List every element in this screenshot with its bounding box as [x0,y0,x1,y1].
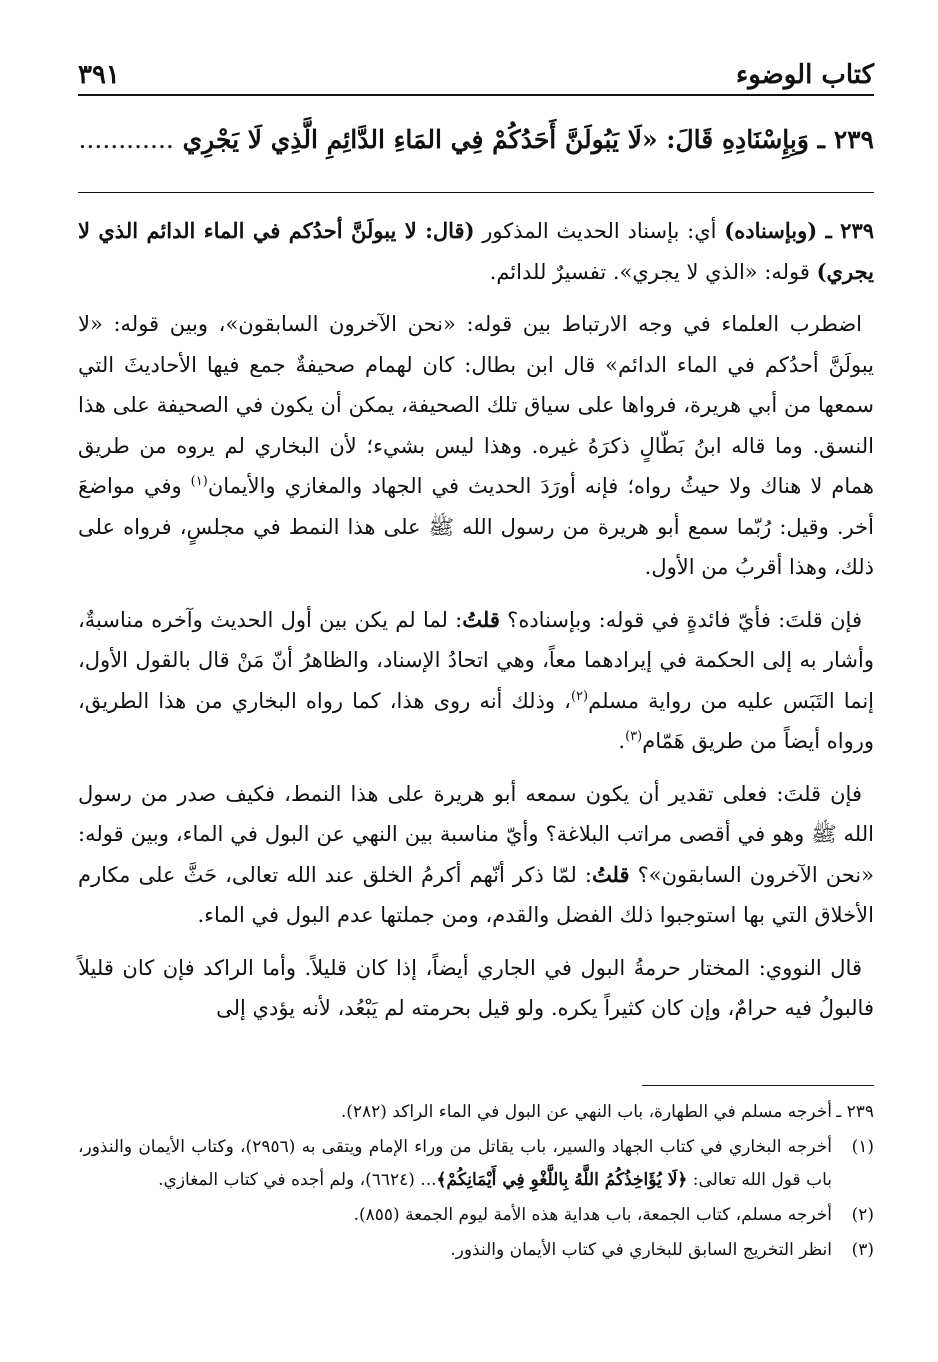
commentary-text: اضطرب العلماء في وجه الارتباط بين قوله: «نحن الآخرون السابقون»، وبين قوله: «لا يبولَنَّ أحدُكم في الماء الدائم» قال ابن بطال: كان لهمام صحيفةٌ جمع فيها الأحاديثَ التي سمعها من أبي هريرة، فرواها على سياق تلك الصحيفة، يمكن أن يكون في الصحيفة على هذا النسق. وما قاله ابنُ بَطّالٍ ذكرَهُ غيره. وهذا ليس بشيء؛ لأن البخاري لم يروه من طريق همام لا هناك ولا حيثُ رواه؛ فإنه أورَدَ الحديث في الجهاد والمغازي والأيمان [78,312,875,498]
footnote-text: أخرجه مسلم، كتاب الجمعة، باب هداية هذه الأمة ليوم الجمعة (٨٥٥). [353,1205,832,1225]
commentary-text: . [618,729,626,753]
footnote-mark: (٣) [851,1240,874,1260]
hadith-continuation-dots: ............ [78,125,174,154]
commentary-text: ، وذلك أنه روى هذا، كما رواه البخاري من هذا الطريق، ورواه أيضاً من طريق هَمّام [78,688,874,753]
commentary-lead: ٢٣٩ ـ (وبإسناده) [724,218,875,243]
commentary-text: وفي مواضعَ أخر. وقيل: رُبّما سمع أبو هريرة من رسول الله ﷺ على هذا النمط في مجلسٍ، فرواه على ذلك، وهذا أقربُ من الأول. [78,474,874,579]
commentary [78,211,874,1029]
commentary-paragraph-2 [78,304,874,588]
hadith-number: ٢٣٩ [833,125,874,154]
footnote-mark: (٢) [851,1205,874,1225]
footnote-text [78,1131,832,1197]
commentary-text: قال النووي: المختار حرمةُ البول في الجاري أيضاً، إذا كان قليلاً. وأما الراكد فإن كان قليلاً فالبولُ فيه حرامٌ، وإن كان كثيراً يكره. ولو قيل بحرمته لم يَبْعُد، لأنه يؤدي إلى [78,955,874,1020]
commentary-text: أي: بإسناد الحديث المذكور [474,219,725,243]
footnote-item [78,1199,874,1232]
commentary-paragraph-1 [78,211,874,292]
quran-verse: ﴿لَا يُؤَاخِذُكُمُ اللَّهُ بِاللَّغْوِ فِي أَيْمَانِكُمْ﴾ [436,1170,688,1190]
qultu-label: قلتُ [591,861,630,887]
qultu-label: قلتُ [462,606,500,632]
footnote-mark: (١) [851,1137,874,1157]
footnote-ref-3[interactable]: (٣) [625,729,643,744]
commentary-text: فإن قلتَ: فأيّ فائدةٍ في قوله: وبإسناده؟ [499,607,862,632]
commentary-paragraph-3 [78,600,874,762]
running-header [78,50,874,96]
commentary-bold-quote: (قال: لا يبولَنَّ أحدُكم في الماء الدائم الذي لا يجري) [78,218,874,284]
matn-divider [78,192,874,193]
commentary-text: : لما لم يكن بين أول الحديث وآخره مناسبةٌ، وأشار به إلى الحكمة في إيرادهما معاً، وهي اتحادُ الإسناد، والظاهرُ أنّ مَنْ قال بالقول الأول، إنما التَبَس عليه من رواية مسلم [78,607,875,713]
footnote-divider [642,1085,874,1086]
footnote-text: أخرجه مسلم في الطهارة، باب النهي عن البول في الماء الراكد (٢٨٢). [340,1102,832,1122]
commentary-paragraph-5 [78,948,874,1029]
footnote-item [78,1131,874,1197]
book-page [78,50,875,1260]
footnote-ref-2[interactable]: (٢) [570,688,589,704]
hadith-matn [78,122,874,158]
hadith-text: ـ وَبِإِسْنَادِهِ قَالَ: «لَا يَبُولَنَّ أَحَدُكُمْ فِي المَاءِ الدَّائِمِ الَّذِي لَا يَجْرِي [182,125,825,154]
page-number: ٣٩١ [78,60,120,90]
commentary-paragraph-4 [78,774,874,936]
commentary-text: : لمّا ذكر أنّهم أكرمُ الخلق عند الله تعالى، حَثَّ على مكارم الأخلاق التي بها استوجبوا ذلك الفضل والقدم، ومن جملتها عدم البول في الماء. [78,862,874,927]
book-title: كتاب الوضوء [736,60,874,90]
commentary-text: فإن قلتَ: فعلى تقدير أن يكون سمعه أبو هريرة على هذا النمط، فكيف صدر من رسول الله ﷺ وهو في أقصى مراتب البلاغة؟ وأيّ مناسبة بين النهي عن البول في الماء، وبين قوله: «نحن الآخرون السابقون»؟ [78,781,875,887]
commentary-text: قوله: «الذي لا يجري». تفسيرٌ للدائم. [489,259,817,284]
footnote-text-part: ... (٦٦٢٤)، ولم أجده في كتاب المغازي. [158,1170,437,1190]
footnotes [78,1096,874,1269]
footnote-item [78,1234,874,1267]
footnote-text: انظر التخريج السابق للبخاري في كتاب الأيمان والنذور. [450,1240,832,1260]
footnote-mark: ٢٣٩ ـ [836,1102,874,1122]
footnote-ref-1[interactable]: (١) [190,474,208,489]
footnote-item [78,1096,874,1129]
footnote-text-part: أخرجه البخاري في كتاب الجهاد والسير، باب يقاتل من وراء الإمام ويتقى به (٢٩٥٦)، وكتاب الأيمان والنذور، باب قول الله تعالى: [78,1137,832,1190]
